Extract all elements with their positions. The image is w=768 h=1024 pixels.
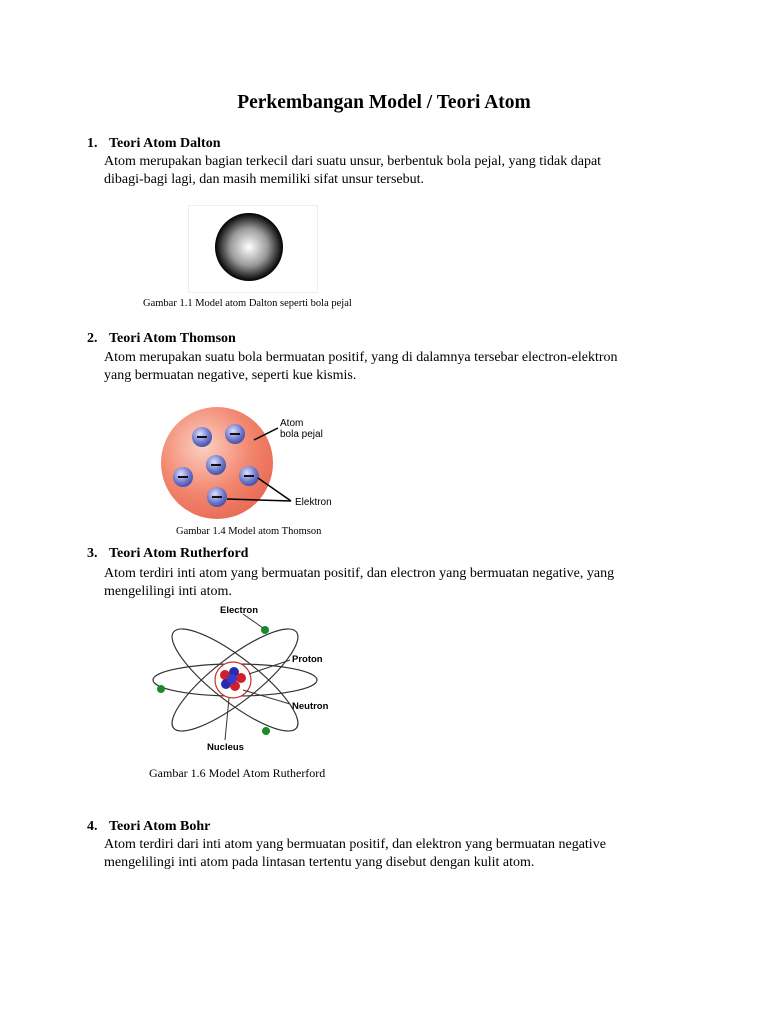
label-proton: Proton	[292, 654, 323, 665]
section-heading-text: Teori Atom Dalton	[109, 136, 221, 151]
label-elektron: Elektron	[295, 497, 332, 508]
electron-dot	[225, 424, 245, 444]
section-body-bohr	[104, 836, 684, 872]
body-line: yang bermuatan negative, seperti kue kismis.	[104, 368, 357, 383]
neutron	[227, 674, 237, 684]
section-heading-rutherford	[87, 546, 248, 562]
figure-rutherford-atom	[145, 600, 355, 760]
label-electron: Electron	[220, 605, 259, 616]
section-number: 4.	[87, 819, 98, 834]
electron-dot	[206, 455, 226, 475]
dalton-sphere	[215, 213, 283, 281]
figure-dalton-atom	[188, 205, 318, 298]
label-atom: Atom	[280, 418, 304, 429]
body-line: Atom merupakan bagian terkecil dari suatu unsur, berbentuk bola pejal, yang tidak dapat	[104, 154, 602, 169]
figure-thomson-atom	[155, 405, 355, 528]
body-line: mengelilingi inti atom.	[104, 584, 232, 599]
body-line: Atom terdiri inti atom yang bermuatan positif, dan electron yang bermuatan negative, yang	[104, 566, 615, 581]
electron-dot	[207, 487, 227, 507]
electron-dot	[262, 727, 270, 735]
section-heading-text: Teori Atom Thomson	[109, 331, 236, 346]
page-title: Perkembangan Model / Teori Atom	[237, 92, 531, 113]
figure-caption-dalton: Gambar 1.1 Model atom Dalton seperti bola pejal	[143, 298, 352, 309]
electron-dot	[157, 685, 165, 693]
section-heading-bohr	[87, 819, 210, 835]
body-line: Atom terdiri dari inti atom yang bermuatan positif, dan elektron yang bermuatan negative	[104, 837, 606, 852]
section-heading-text: Teori Atom Rutherford	[109, 546, 249, 561]
section-number: 3.	[87, 546, 98, 561]
body-line: mengelilingi inti atom pada lintasan tertentu yang disebut dengan kulit atom.	[104, 855, 535, 870]
section-body-thomson	[104, 349, 684, 385]
body-line: Atom merupakan suatu bola bermuatan positif, yang di dalamnya tersebar electron-elektron	[104, 350, 618, 365]
section-number: 2.	[87, 331, 98, 346]
section-heading-text: Teori Atom Bohr	[109, 819, 211, 834]
label-bola-pejal: bola pejal	[280, 429, 323, 440]
electron-dot	[192, 427, 212, 447]
section-body-rutherford	[104, 565, 684, 601]
figure-caption-thomson: Gambar 1.4 Model atom Thomson	[176, 526, 322, 537]
section-number: 1.	[87, 136, 98, 151]
electron-dot	[239, 466, 259, 486]
section-heading-thomson	[87, 331, 236, 347]
figure-caption-rutherford: Gambar 1.6 Model Atom Rutherford	[149, 766, 326, 780]
electron-dot	[173, 467, 193, 487]
label-nucleus: Nucleus	[207, 742, 244, 753]
section-body-dalton	[104, 153, 684, 189]
body-line: dibagi-bagi lagi, dan masih memiliki sifat unsur tersebut.	[104, 172, 424, 187]
label-neutron: Neutron	[292, 701, 329, 712]
proton	[236, 673, 246, 683]
section-heading-dalton	[87, 136, 220, 152]
